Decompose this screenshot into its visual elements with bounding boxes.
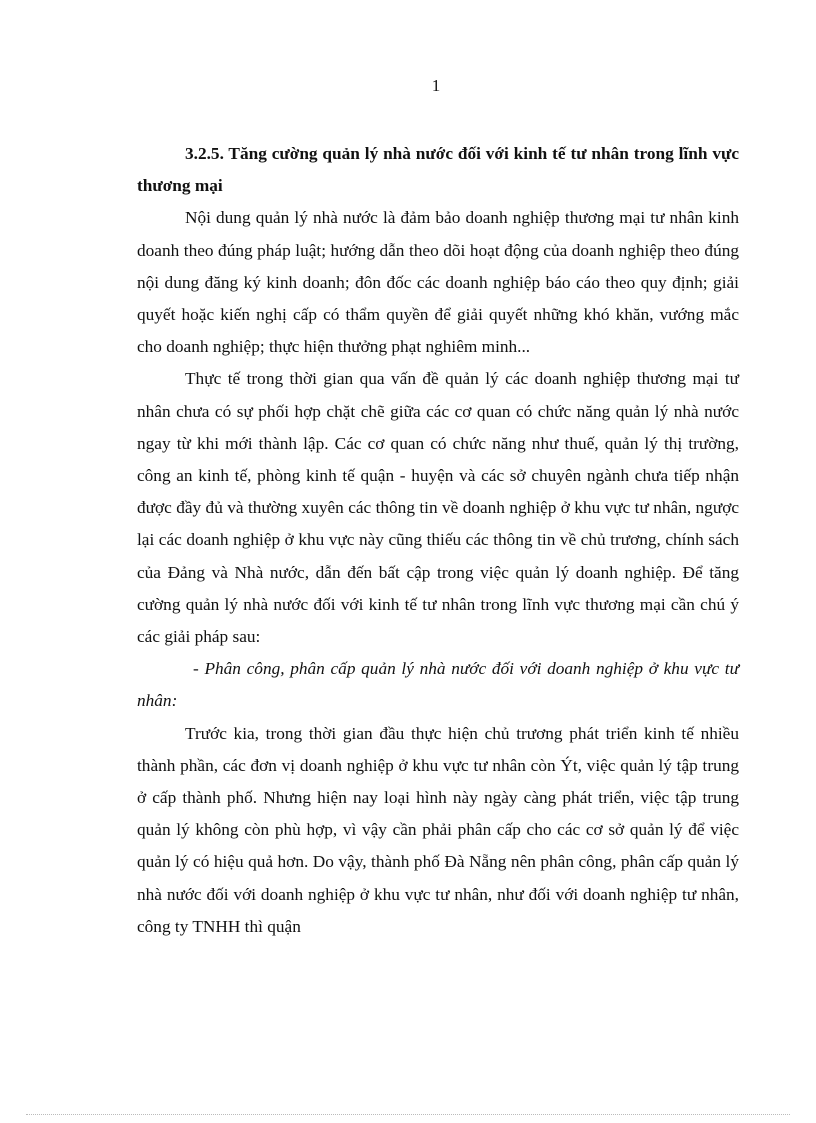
body-paragraph-2: Thực tế trong thời gian qua vấn đề quản lý các doanh nghiệp thương mại tư nhân chưa có sự phối hợp chặt chẽ giữa các cơ quan có chức năng quản lý nhà nước ngay từ khi mới thành lập. Các cơ quan có chức năng như thuế, quản lý thị trường, công an kinh tế, phòng kinh tế quận - huyện và các sở chuyên ngành chưa tiếp nhận được đầy đủ và thường xuyên các thông tin về doanh nghiệp ở khu vực tư nhân, ngược lại các doanh nghiệp ở khu vực này cũng thiếu các thông tin về chủ trương, chính sách của Đảng và Nhà nước, dẫn đến bất cập trong việc quản lý doanh nghiệp. Để tăng cường quản lý nhà nước đối với kinh tế tư nhân trong lĩnh vực thương mại cần chú ý các giải pháp sau:: [137, 369, 739, 647]
document-body: [137, 138, 739, 943]
section-heading: 3.2.5. Tăng cường quản lý nhà nước đối với kinh tế tư nhân trong lĩnh vực thương mại: [137, 144, 739, 196]
body-paragraph-3: Trước kia, trong thời gian đầu thực hiện chủ trương phát triển kinh tế nhiều thành phần, các đơn vị doanh nghiệp ở khu vực tư nhân còn Ýt, việc quản lý tập trung ở cấp thành phố. Nhưng hiện nay loại hình này ngày càng phát triển, việc tập trung quản lý không còn phù hợp, vì vậy cần phải phân cấp cho các cơ sở quản lý để việc quản lý có hiệu quả hơn. Do vậy, thành phố Đà Nẵng nên phân công, phân cấp quản lý nhà nước đối với doanh nghiệp ở khu vực tư nhân, như đối với doanh nghiệp tư nhân, công ty TNHH thì quận: [137, 723, 739, 936]
page-bottom-border: [26, 1114, 790, 1115]
page-number: 1: [431, 76, 441, 95]
body-paragraph-1: Nội dung quản lý nhà nước là đảm bảo doanh nghiệp thương mại tư nhân kinh doanh theo đúng pháp luật; hướng dẫn theo dõi hoạt động của doanh nghiệp theo đúng nội dung đăng ký kinh doanh; đôn đốc các doanh nghiệp báo cáo theo quy định; giải quyết hoặc kiến nghị cấp có thẩm quyền để giải quyết những khó khăn, vướng mắc cho doanh nghiệp; thực hiện thưởng phạt nghiêm minh...: [137, 208, 739, 357]
italic-list-item: - Phân công, phân cấp quản lý nhà nước đối với doanh nghiệp ở khu vực tư nhân:: [137, 659, 739, 711]
